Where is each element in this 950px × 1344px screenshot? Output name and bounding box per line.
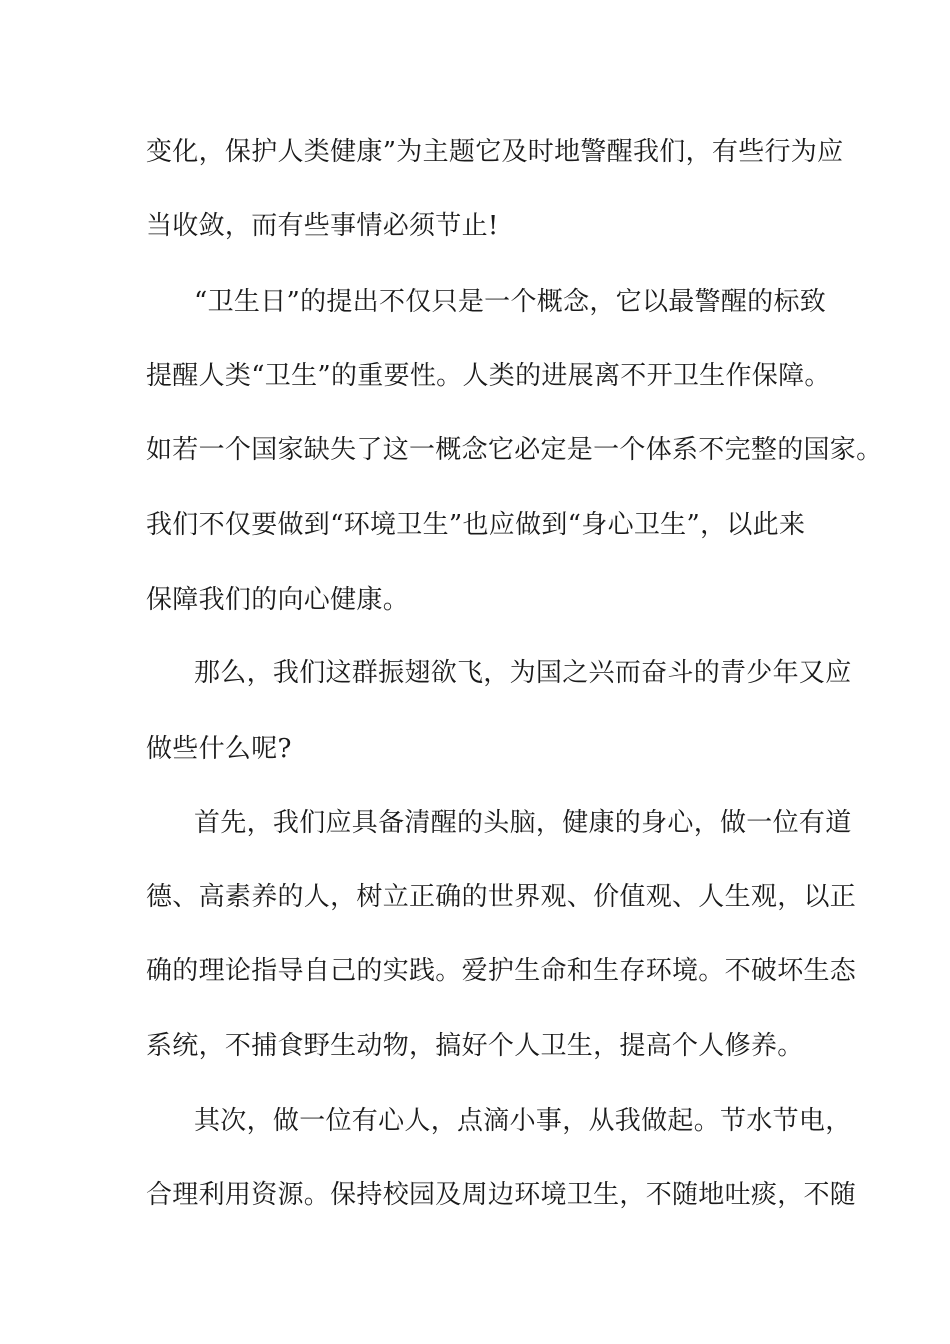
text-line: 德、高素养的人，树立正确的世界观、价值观、人生观，以正 (146, 882, 857, 912)
paragraph-first-line: “卫生日”的提出不仅只是一个概念，它以最警醒的标致 (194, 287, 827, 317)
paragraph-first-line: 首先，我们应具备清醒的头脑，健康的身心，做一位有道 (194, 808, 852, 838)
paragraph-first-line: 那么，我们这群振翅欲飞，为国之兴而奋斗的青少年又应 (194, 658, 852, 688)
text-line: 当收敛，而有些事情必须节止! (146, 211, 499, 241)
text-line: 确的理论指导自己的实践。爱护生命和生存环境。不破坏生态 (146, 956, 857, 986)
text-line: 如若一个国家缺失了这一概念它必定是一个体系不完整的国家。 (146, 435, 883, 465)
text-line: 提醒人类“卫生”的重要性。人类的进展离不开卫生作保障。 (146, 361, 831, 391)
text-line: 保障我们的向心健康。 (146, 585, 410, 615)
text-line: 我们不仅要做到“环境卫生”也应做到“身心卫生”，以此来 (146, 510, 806, 540)
paragraph-first-line: 其次，做一位有心人，点滴小事，从我做起。节水节电， (194, 1106, 852, 1136)
text-line: 系统，不捕食野生动物，搞好个人卫生，提高个人修养。 (146, 1031, 804, 1061)
text-line: 做些什么呢? (146, 734, 292, 764)
text-line: 变化，保护人类健康”为主题它及时地警醒我们，有些行为应 (146, 137, 844, 167)
text-line: 合理利用资源。保持校园及周边环境卫生，不随地吐痰，不随 (146, 1180, 857, 1210)
